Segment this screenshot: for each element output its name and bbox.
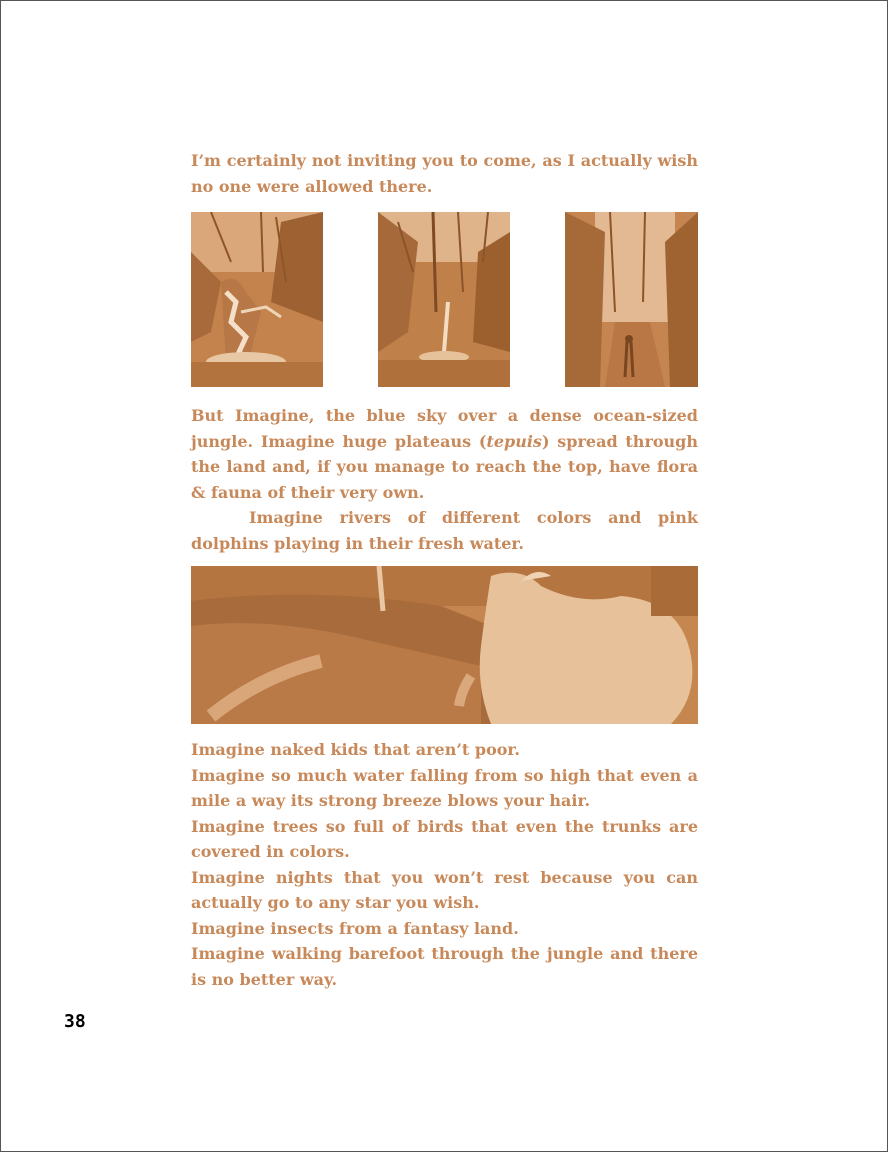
paragraph-text-a: But Imagine, the blue sky over a dense ocean-sized jungle. Imagine huge plateaus (: [191, 406, 698, 451]
page-number: 38: [64, 1011, 86, 1032]
intro-paragraph: [191, 148, 698, 199]
tepuis-term: tepuis: [486, 431, 542, 451]
plateaus-paragraph: [191, 403, 698, 505]
paragraph-text-b: ) spread through the land and, if you manage to reach the top, have flora & fauna of their very own.: [191, 431, 698, 502]
waterfall-photo-2: [378, 212, 510, 387]
rivers-paragraph: Imagine rivers of different colors and pink dolphins playing in their fresh water.: [191, 508, 698, 553]
imagine-line-3: Imagine trees so full of birds that even the trunks are covered in colors.: [191, 816, 698, 861]
waterfall-photo-1: [191, 212, 323, 387]
imagine-line-5: Imagine insects from a fantasy land.: [191, 918, 519, 938]
river-bather-photo: [191, 566, 698, 724]
imagine-line-2: Imagine so much water falling from so high that even a mile a way its strong breeze blows your hair.: [191, 765, 698, 810]
imagine-list: [191, 737, 698, 992]
intro-text: I’m certainly not inviting you to come, as I actually wish no one were allowed there.: [191, 151, 698, 196]
imagine-line-6: Imagine walking barefoot through the jungle and there is no better way.: [191, 944, 698, 989]
main-paragraph: [191, 403, 698, 556]
imagine-line-1: Imagine naked kids that aren’t poor.: [191, 740, 520, 759]
jungle-path-photo: [565, 212, 698, 387]
imagine-line-4: Imagine nights that you won’t rest because you can actually go to any star you wish.: [191, 867, 698, 912]
